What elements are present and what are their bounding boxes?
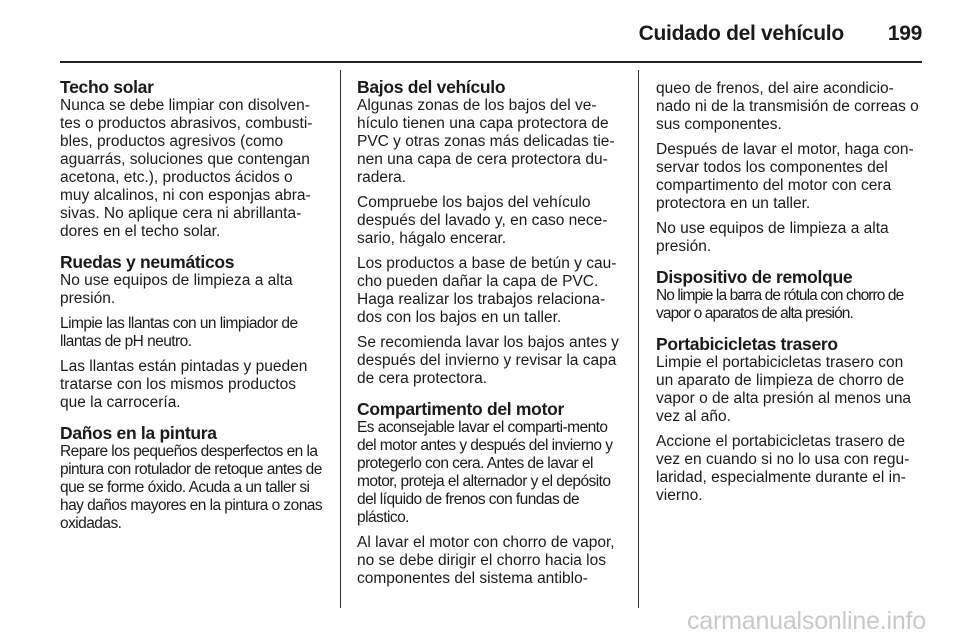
paragraph: Las llantas están pintadas y pueden tratarse con los mismos productos que la carrocería.: [60, 358, 308, 411]
paragraph: Al lavar el motor con chorro de vapor, no se debe dirigir el chorro hacia los componentes del sistema antiblo-: [357, 534, 615, 587]
section-compartimento-motor: [357, 400, 623, 588]
page-number: 199: [887, 22, 922, 45]
section-heading: Daños en la pintura: [60, 423, 217, 443]
paragraph: Compruebe los bajos del vehículo después del lavado y, en caso nece-sario, hágalo encerar.: [357, 194, 608, 247]
watermark-text: carmanualsonline.info: [686, 607, 926, 635]
page-title: Cuidado del vehículo: [638, 22, 844, 45]
paragraph: Nunca se debe limpiar con disolven-tes o productos abrasivos, combusti-bles, productos agresivos (como aguarrás, soluciones que contengan acetona, etc.), productos ácidos o muy alcalinos, ni con esponjas abra-sivas. No aplique cera ni abrillanta-dores en el techo solar.: [60, 97, 313, 240]
section-heading: Techo solar: [60, 77, 154, 97]
paragraph: Algunas zonas de los bajos del ve-hículo tienen una capa protectora de PVC y otras zonas más delicadas tie-nen una capa de cera protectora du-radera.: [357, 97, 615, 186]
section-heading: Ruedas y neumáticos: [60, 252, 235, 272]
section-remolque: [656, 268, 922, 323]
section-heading: Dispositivo de remolque: [656, 267, 853, 287]
section-ruedas: [60, 253, 326, 412]
paragraph: No limpie la barra de rótula con chorro de vapor o aparatos de alta presión.: [656, 287, 904, 322]
column-3: [656, 80, 922, 517]
section-heading: Bajos del vehículo: [357, 77, 506, 97]
column-2: [357, 78, 623, 600]
paragraph: Limpie las llantas con un limpiador de llantas de pH neutro.: [60, 315, 298, 350]
section-continuation: [656, 80, 922, 256]
paragraph: Es aconsejable lavar el comparti-mento del motor antes y después del invierno y protegerlo con cera. Antes de lavar el motor, proteja el alternador y el depósito del líquido de frenos con fundas de plástico.: [357, 419, 613, 526]
paragraph: No use equipos de limpieza a alta presión.: [656, 220, 889, 255]
section-portabicicletas: [656, 335, 922, 505]
section-heading: Compartimento del motor: [357, 399, 564, 419]
paragraph: queo de frenos, del aire acondicio-nado ni de la transmisión de correas o sus componentes.: [656, 80, 919, 133]
column-divider: [638, 70, 639, 608]
page-header: [60, 14, 922, 54]
section-techo-solar: [60, 78, 326, 241]
paragraph: Los productos a base de betún y cau-cho pueden dañar la capa de PVC. Haga realizar los trabajos relaciona-dos con los bajos en un taller.: [357, 255, 617, 326]
paragraph: Después de lavar el motor, haga con-servar todos los componentes del compartimento del motor con cera protectora en un taller.: [656, 141, 914, 212]
section-bajos: [357, 78, 623, 388]
section-danos-pintura: [60, 424, 326, 533]
paragraph: Limpie el portabicicletas trasero con un aparato de limpieza de chorro de vapor o de alta presión al menos una vez al año.: [656, 354, 912, 425]
paragraph: Se recomienda lavar los bajos antes y después del invierno y revisar la capa de cera protectora.: [357, 334, 619, 387]
column-divider: [340, 70, 341, 608]
paragraph: No use equipos de limpieza a alta presión.: [60, 272, 293, 307]
paragraph: Accione el portabicicletas trasero de vez en cuando si no lo usa con regu-laridad, especialmente durante el in-vierno.: [656, 433, 910, 504]
header-rule: [60, 61, 922, 63]
column-1: [60, 78, 326, 545]
paragraph: Repare los pequeños desperfectos en la pintura con rotulador de retoque antes de que se forme óxido. Acuda a un taller si hay daños mayores en la pintura o zonas oxidadas.: [60, 443, 323, 532]
section-heading: Portabicicletas trasero: [656, 334, 838, 354]
